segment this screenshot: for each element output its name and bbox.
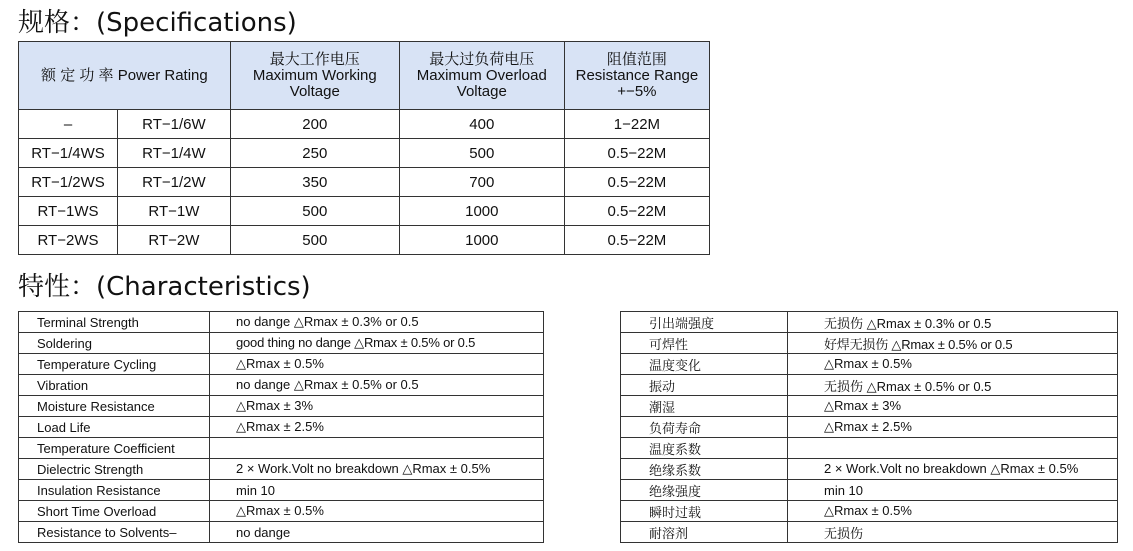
max-working-voltage-zh: 最大工作电压: [269, 50, 360, 68]
characteristic-value: no dange △Rmax ± 0.3% or 0.5: [210, 312, 544, 333]
overload-voltage-cell: 400: [399, 110, 564, 139]
characteristic-value: △Rmax ± 3%: [788, 396, 1118, 417]
characteristic-value: good thing no dange △Rmax ± 0.5% or 0.5: [210, 333, 544, 354]
table-row: [19, 438, 544, 459]
characteristic-value: △Rmax ± 0.5%: [210, 354, 544, 375]
resistance-range-zh: 阻值范围: [606, 50, 667, 68]
resistance-range-cell: 0.5−22M: [564, 226, 709, 255]
table-row: [621, 417, 1118, 438]
working-voltage-cell: 250: [230, 139, 399, 168]
resistance-range-en: Resistance Range: [575, 66, 699, 84]
table-row: [19, 396, 544, 417]
max-overload-voltage-header: [399, 42, 564, 110]
table-row: [19, 197, 710, 226]
characteristic-name: 引出端强度: [621, 312, 788, 333]
resistance-range-cell: 0.5−22M: [564, 168, 709, 197]
overload-voltage-cell: 1000: [399, 197, 564, 226]
power-rating-ws-cell: RT−1WS: [19, 197, 118, 226]
resistance-range-cell: 0.5−22M: [564, 197, 709, 226]
table-row: [621, 501, 1118, 522]
specifications-table: [18, 41, 710, 255]
table-row: [19, 501, 544, 522]
characteristic-value: △Rmax ± 0.5%: [788, 501, 1118, 522]
table-row: [19, 168, 710, 197]
characteristic-name: Temperature Cycling: [19, 354, 210, 375]
resistance-range-header: [564, 42, 709, 110]
max-overload-voltage-en: Maximum Overload: [416, 66, 547, 84]
table-row: [19, 354, 544, 375]
characteristic-value: no dange: [210, 522, 544, 543]
table-row: [19, 522, 544, 543]
power-rating-ws-cell: RT−2WS: [19, 226, 118, 255]
table-row: [19, 226, 710, 255]
characteristic-value: no dange △Rmax ± 0.5% or 0.5: [210, 375, 544, 396]
characteristic-value: min 10: [210, 480, 544, 501]
power-rating-w-cell: RT−1/4W: [118, 139, 231, 168]
table-row: [19, 312, 544, 333]
spec-header-row: [19, 42, 710, 110]
power-rating-header: 额 定 功 率 Power Rating: [19, 42, 231, 110]
table-row: [621, 375, 1118, 396]
working-voltage-cell: 500: [230, 197, 399, 226]
power-rating-w-cell: RT−2W: [118, 226, 231, 255]
characteristic-value: [210, 438, 544, 459]
table-row: [621, 438, 1118, 459]
characteristic-name: Insulation Resistance: [19, 480, 210, 501]
table-row: [19, 375, 544, 396]
characteristic-name: 瞬时过载: [621, 501, 788, 522]
characteristic-name: 可焊性: [621, 333, 788, 354]
characteristic-name: Terminal Strength: [19, 312, 210, 333]
max-working-voltage-header: [230, 42, 399, 110]
characteristic-value: △Rmax ± 2.5%: [788, 417, 1118, 438]
resistance-range-cell: 0.5−22M: [564, 139, 709, 168]
characteristic-value: min 10: [788, 480, 1118, 501]
characteristic-name: Short Time Overload: [19, 501, 210, 522]
resistance-range-cell: 1−22M: [564, 110, 709, 139]
table-row: [621, 354, 1118, 375]
characteristic-value: 无损伤 △Rmax ± 0.5% or 0.5: [788, 375, 1118, 396]
characteristic-value: △Rmax ± 0.5%: [788, 354, 1118, 375]
characteristic-value: △Rmax ± 3%: [210, 396, 544, 417]
power-rating-w-cell: RT−1/6W: [118, 110, 231, 139]
characteristic-name: 绝缘强度: [621, 480, 788, 501]
characteristic-name: Soldering: [19, 333, 210, 354]
characteristic-value: [788, 438, 1118, 459]
working-voltage-cell: 200: [230, 110, 399, 139]
table-row: [621, 459, 1118, 480]
characteristic-value: 无损伤: [788, 522, 1118, 543]
power-rating-ws-cell: RT−1/2WS: [19, 168, 118, 197]
max-working-voltage-en: Maximum Working: [252, 66, 377, 84]
characteristic-name: 潮湿: [621, 396, 788, 417]
characteristic-name: Dielectric Strength: [19, 459, 210, 480]
overload-voltage-cell: 500: [399, 139, 564, 168]
power-rating-ws-cell: –: [19, 110, 118, 139]
characteristic-value: 好焊无损伤 △Rmax ± 0.5% or 0.5: [788, 333, 1118, 354]
table-row: [19, 110, 710, 139]
characteristic-value: 2 × Work.Volt no breakdown △Rmax ± 0.5%: [210, 459, 544, 480]
table-row: [621, 522, 1118, 543]
max-overload-voltage-zh: 最大过负荷电压: [429, 50, 535, 68]
characteristic-value: △Rmax ± 0.5%: [210, 501, 544, 522]
max-working-voltage-en-2: Voltage: [289, 82, 340, 100]
table-row: [19, 333, 544, 354]
power-rating-ws-cell: RT−1/4WS: [19, 139, 118, 168]
resistance-range-tolerance: +−5%: [617, 82, 657, 100]
table-row: [19, 459, 544, 480]
max-overload-voltage-en-2: Voltage: [456, 82, 507, 100]
table-row: [19, 480, 544, 501]
characteristic-name: Moisture Resistance: [19, 396, 210, 417]
characteristic-value: 2 × Work.Volt no breakdown △Rmax ± 0.5%: [788, 459, 1118, 480]
characteristic-name: Temperature Coefficient: [19, 438, 210, 459]
characteristic-value: △Rmax ± 2.5%: [210, 417, 544, 438]
characteristics-table-zh: [620, 311, 1118, 543]
working-voltage-cell: 350: [230, 168, 399, 197]
characteristic-name: Resistance to Solvents–: [19, 522, 210, 543]
overload-voltage-cell: 700: [399, 168, 564, 197]
table-row: [19, 139, 710, 168]
characteristic-name: 温度变化: [621, 354, 788, 375]
power-rating-w-cell: RT−1/2W: [118, 168, 231, 197]
table-row: [621, 312, 1118, 333]
characteristic-name: Vibration: [19, 375, 210, 396]
characteristic-value: 无损伤 △Rmax ± 0.3% or 0.5: [788, 312, 1118, 333]
table-row: [19, 417, 544, 438]
characteristic-name: 绝缘系数: [621, 459, 788, 480]
table-row: [621, 396, 1118, 417]
characteristics-heading: 特性：(Characteristics): [18, 272, 311, 302]
characteristic-name: 负荷寿命: [621, 417, 788, 438]
table-row: [621, 333, 1118, 354]
overload-voltage-cell: 1000: [399, 226, 564, 255]
working-voltage-cell: 500: [230, 226, 399, 255]
specifications-heading: 规格：(Specifications): [18, 8, 297, 38]
characteristic-name: 振动: [621, 375, 788, 396]
characteristic-name: Load Life: [19, 417, 210, 438]
table-row: [621, 480, 1118, 501]
characteristics-table-en: [18, 311, 544, 543]
characteristic-name: 温度系数: [621, 438, 788, 459]
characteristic-name: 耐溶剂: [621, 522, 788, 543]
power-rating-w-cell: RT−1W: [118, 197, 231, 226]
